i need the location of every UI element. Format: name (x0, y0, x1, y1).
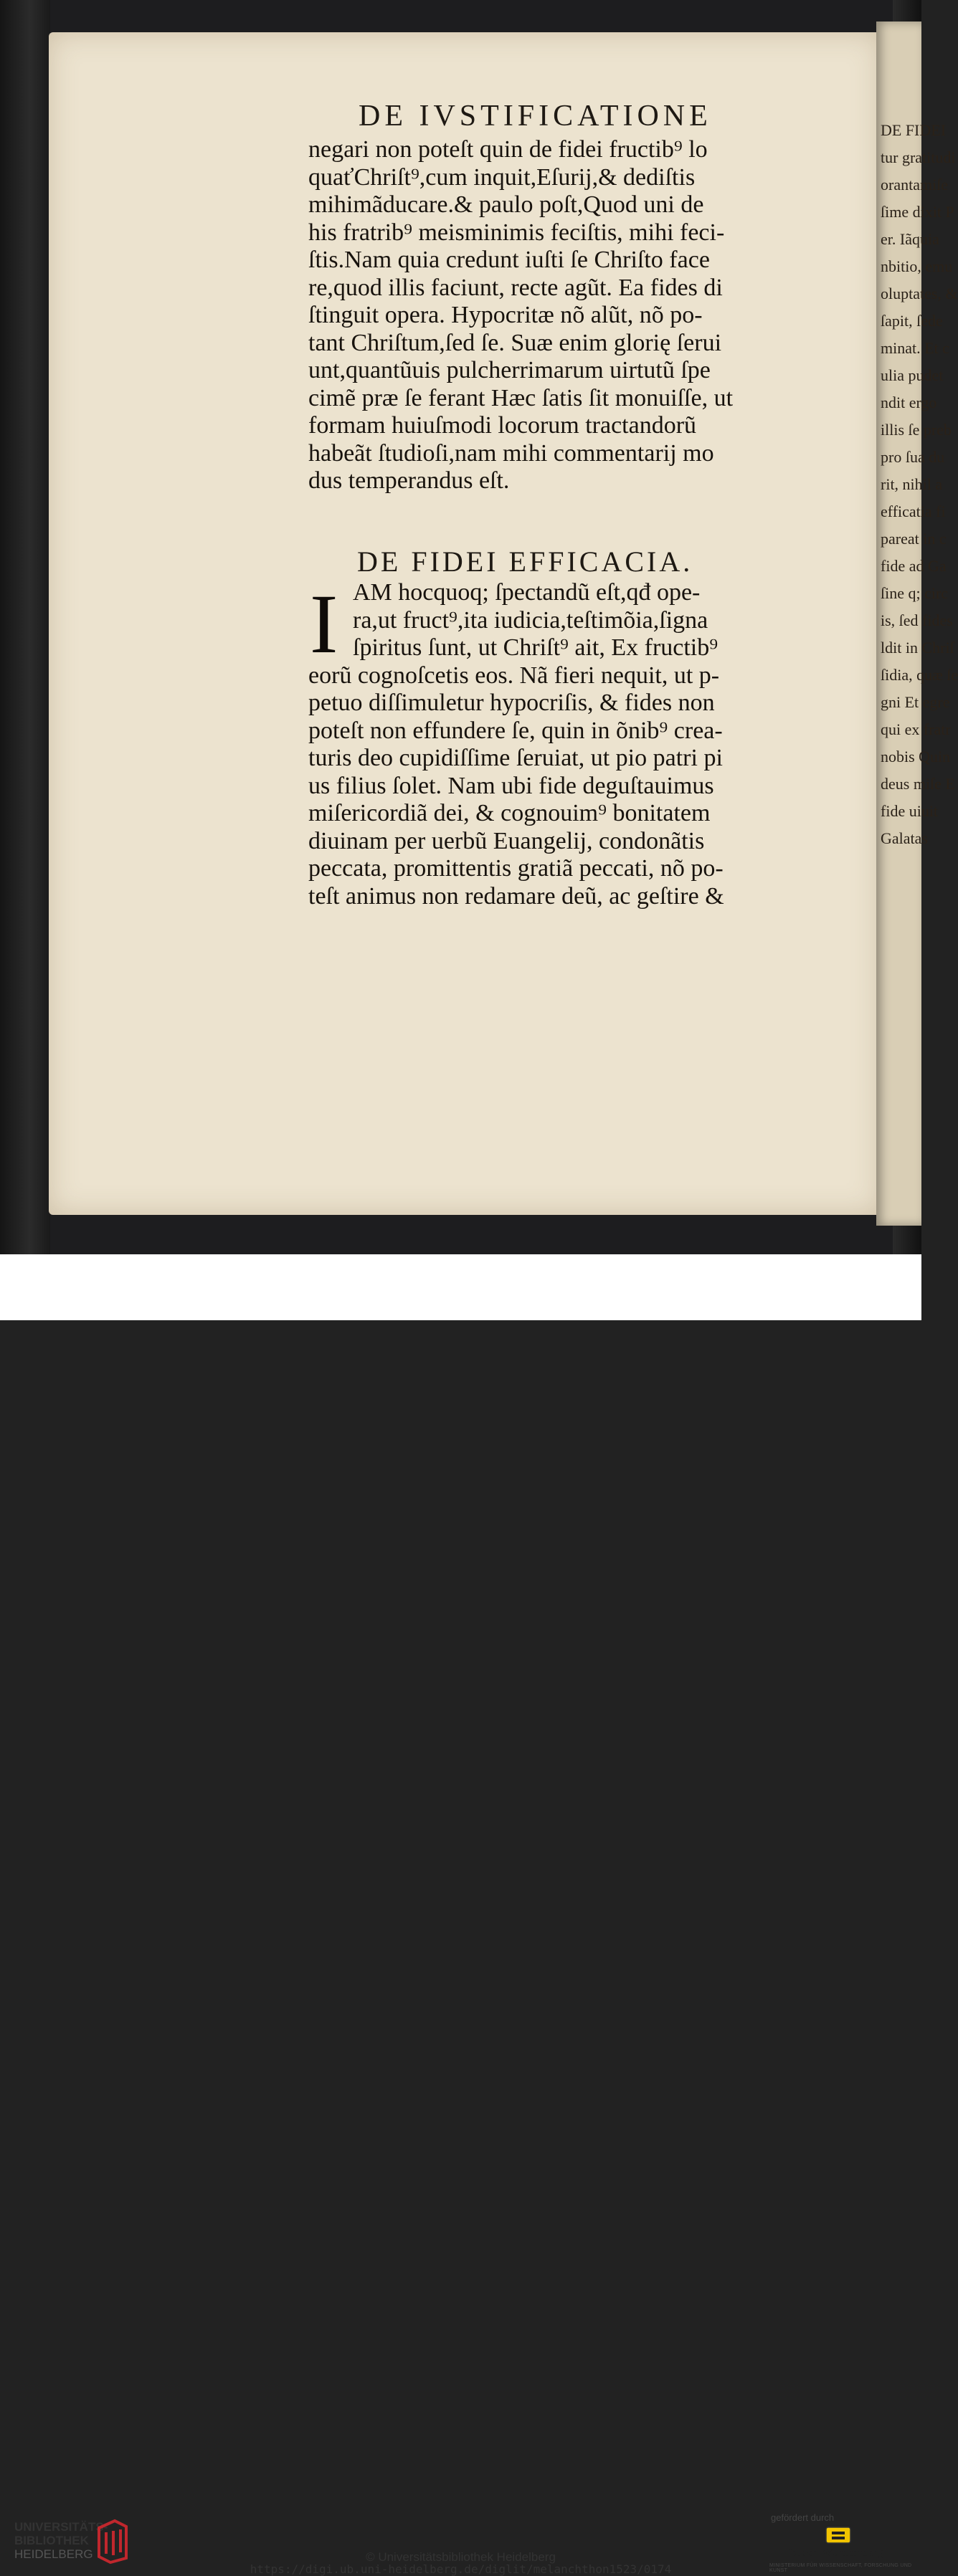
text-line: us filius ſolet. Nam ubi fide deguſtauimus (308, 772, 714, 799)
body-text-block (308, 136, 839, 495)
coat-of-arms-icon (825, 2524, 852, 2544)
facing-page-fragment: qui ex fratr (881, 720, 951, 738)
text-line: mihimãducare.& paulo poſt,Quod uni de (308, 191, 704, 218)
book-binding-left (0, 0, 50, 1254)
facing-page-fragment: oluptates, & (881, 285, 958, 302)
facing-page-fragment: fide uiuit (881, 802, 939, 820)
text-line: negari non poteſt quin de fidei fructib⁹ lo (308, 136, 708, 163)
facing-page-fragment: orantamiſe (881, 176, 949, 194)
facing-page-fragment: ulia pudet (881, 366, 944, 384)
section-heading: DE FIDEI EFFICACIA. (357, 545, 693, 578)
library-name-line2: BIBLIOTHEK (14, 2534, 89, 2547)
text-line: eorũ cognoſcetis eos. Nã fieri nequit, ut p- (308, 662, 720, 689)
text-line: peccata, promittentis gratiã peccati, nõ po- (308, 855, 724, 882)
scan-image (0, 0, 958, 1254)
text-line: ſtinguit opera. Hypocritæ nõ alũt, nõ po- (308, 302, 703, 328)
footer-bar (0, 1254, 921, 2576)
text-line: petuo diſſimuletur hypocriſis, & fides non (308, 690, 715, 716)
facing-page-fragment: ſine q; circ (881, 584, 949, 602)
text-line: cimẽ præ ſe ferant Hæc ſatis ſit monuiſſe, ut (308, 384, 734, 411)
text-line: turis deo cupidiſſime ſeruiat, ut pio patri pi (308, 745, 723, 771)
copyright-text: © Universitätsbibliothek Heidelberg (366, 2550, 556, 2564)
facing-page-fragment: Galatas (881, 829, 928, 847)
text-line: miſericordiã dei, & cognouim⁹ bonitatem (308, 800, 711, 826)
facing-page-fragment: illis ſe preb (881, 421, 952, 439)
facing-page-fragment: tur gratitudi (881, 148, 956, 166)
text-line: ſtis.Nam quia credunt iuſti ſe Chriſto face (308, 247, 710, 273)
facing-page-fragment: DE FIDEI (881, 121, 947, 139)
text-line: his fratrib⁹ meisminimis feciſtis, mihi feci- (308, 219, 725, 246)
facing-page-fragment: is, ſed fides (881, 611, 953, 629)
funded-by-label: gefördert durch (771, 2512, 835, 2523)
text-line: poteſt non effundere ſe, quin in õnib⁹ crea- (308, 717, 723, 744)
facing-page-fragment: ſapit, ſede (881, 312, 943, 330)
facing-page-fragment: ndit ergo (881, 393, 937, 411)
facing-page-fragment: pareat in c (881, 530, 947, 548)
text-line: habeãt ſtudioſi,nam mihi commentarij mo (308, 439, 714, 467)
text-line: ſpiritus ſunt, ut Chriſt⁹ ait, Ex fructib⁹ (353, 634, 718, 661)
library-name-line1: UNIVERSITÄTS- (14, 2520, 108, 2534)
text-line: unt,quantũuis pulcherrimarum uirtutũ ſpe (308, 357, 711, 383)
text-line: re,quod illis faciunt, recte agũt. Ea fides di (308, 274, 723, 301)
facing-page-fragment: nobis Quin (881, 748, 951, 765)
permalink-url[interactable]: https://digi.ub.uni-heidelberg.de/diglit/melanchthon1523/0174 (250, 2562, 672, 2576)
facing-page-fragment: ldit in Chriſ (881, 639, 954, 657)
text-line: dus temperandus eſt. (308, 467, 510, 494)
facing-page-fragment: efficatia fi (881, 502, 946, 520)
facing-page-edge (876, 22, 958, 1226)
text-line: diuinam per uerbũ Euangelij, condonãtis (308, 827, 705, 854)
funder-subtitle: MINISTERIUM FÜR WISSENSCHAFT, FORSCHUNG UND KUNST (769, 2563, 912, 2573)
facing-page-fragment: er. Iãquia (881, 230, 939, 248)
text-line: teſt animus non redamare deũ, ac geſtire & (308, 882, 724, 910)
text-line: AM hocquoq; ſpectandũ eſt,qđ ope- (353, 579, 701, 606)
text-line: ra,ut fruct⁹,ita iudicia,teſtimõia,ſigna (353, 606, 708, 634)
drop-initial: I (310, 577, 338, 671)
facing-page-fragment: gni Et egre (881, 693, 950, 711)
body-text-block-2 (308, 579, 839, 910)
text-line: tant Chriſtum,ſed ſe. Suæ enim glorię ſerui (308, 329, 722, 356)
facing-page-fragment: ſime dixit P (881, 203, 954, 221)
facing-page-fragment: ſidia, quæ ſe (881, 666, 958, 684)
page-heading: DE IVSTIFICATIONE (359, 100, 712, 133)
facing-page-fragment: nbitio, emu (881, 257, 953, 275)
facing-page-fragment: rit, nihil a (881, 475, 943, 493)
library-name-line3: HEIDELBERG (14, 2547, 93, 2561)
funder-name: Baden-Württemberg (789, 2547, 883, 2559)
text-line: quaťChriſt⁹,cum inquit,Eſurij,& dediſtis (308, 163, 696, 191)
facing-page-fragment: fide ad Ga (881, 557, 947, 575)
facing-page-fragment: pro ſua du (881, 448, 945, 466)
facing-page-fragment: deus miſe E (881, 775, 955, 793)
text-line: formam huiuſmodi locorum tractandorũ (308, 412, 697, 439)
facing-page-fragment: minat. Et c (881, 339, 949, 357)
